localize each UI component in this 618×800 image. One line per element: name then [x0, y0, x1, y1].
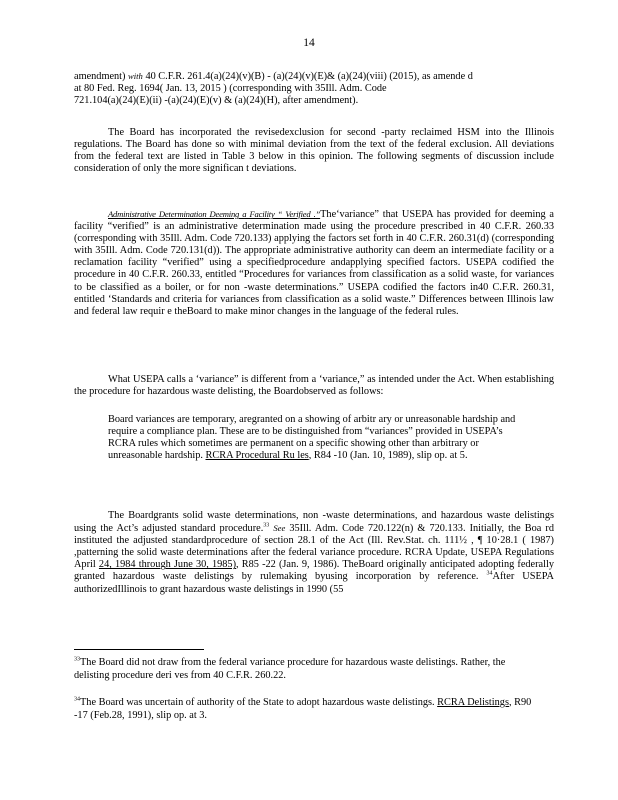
section-heading: Administrative Determination Deeming a Facility “ Verified .”: [108, 209, 321, 219]
quote-text: Board variances are temporary, aregranted on a showing of arbitr ary or unreasonable hardship and require a compliance plan. These are to be distinguished from “variances” provided in USEPA’s RCRA rules which sometimes are permanent on a specific showing other than arbitrary or unreasonable hardship.: [108, 414, 516, 462]
footnote-33-text: The Board did not draw from the federal variance procedure for hazardous waste delistings. Rather, the delisting procedure deri ves from 40 C.F.R. 260.22.: [74, 657, 506, 681]
footnote-34-text: The Board was uncertain of authority of the State to adopt hazardous waste delistings.: [80, 697, 435, 708]
continuation-paragraph: [74, 70, 554, 107]
page-number: 14: [303, 37, 315, 49]
footnote-33-number: 33: [74, 656, 80, 663]
footnote-ref-33[interactable]: 33: [263, 522, 270, 529]
footnote-34: [74, 697, 534, 722]
block-quote: [108, 414, 520, 462]
para0-line2: at 80 Fed. Reg. 1694( Jan. 13, 2015 ) (corresponding with 35Ill. Adm. Code: [74, 83, 387, 95]
para0-line3: 721.104(a)(24)(E)(ii) -(a)(24)(E)(v) & (a)(24)(H), after amendment).: [74, 95, 359, 107]
para1-text: The Board has incorporated the revisedexclusion for second -party reclaimed HSM into the Illinois regulations. The Board has done so with minimal deviation from the text of the federal exclusion. All deviations from the federal text are listed in Table 3 below in this opinion. The following segments of discussion include consideration of only the more significan t deviations.: [74, 127, 554, 175]
para4-citation-link[interactable]: 24, 1984 through June 30, 1985): [98, 559, 237, 571]
paragraph-variance: [74, 374, 554, 398]
footnote-34-link[interactable]: RCRA Delistings: [437, 697, 509, 708]
para4-text1: The Boardgrants solid waste determinations, non -waste determinations, and hazardous waste delistings using the Act’s adjusted standard procedure.: [74, 510, 554, 535]
quote-citation-rest: , R84 -10 (Jan. 10, 1989), slip op.: [308, 450, 448, 462]
para0-line1a: amendment): [74, 71, 126, 82]
paragraph-verified: [74, 208, 554, 318]
quote-citation-end: at 5.: [449, 450, 468, 462]
paragraph-incorporation: [74, 127, 554, 175]
paragraph-adjusted-standard: [74, 510, 554, 596]
footnote-33: [74, 657, 534, 682]
para2-text: The‘variance” that USEPA has provided for deeming a facility “verified” is an administrative determination made using the procedure prescribed in 40 C.F.R. 260.33 (corresponding with 35Ill. Adm. Code 720.133) applying the factors set forth in 40 C.F.R. 260.31(d) (corresponding with 35Ill. Adm. Code 720.131(d)). The appropriate administrative authority can deem an intermediate facility or a reclamation facility “verified” using a specifiedprocedure andapplying specified factors. USEPA codified the procedure in 40 C.F.R. 260.33, entitled “Procedures for variances from classification as a solid waste, for variances to be classified as a boiler, or for non -waste determinations.” USEPA codified the factors in40 C.F.R. 260.31, entitled ‘Standards and criteria for variances from classification as a solid waste.” Differences between Illinois law and federal law requir e theBoard to make minor changes in the language of the federal rules.: [74, 209, 554, 317]
footnote-34-number: 34: [74, 696, 80, 703]
para4-text3: , R85 -22 (Jan. 9, 1986). TheBoard originally anticipated adopting federally granted hazardous waste delistings by rulemaking byusing incorporation by reference.: [74, 559, 554, 583]
para4-text2: 35Ill. Adm. Code 720.122(n) & 720.133. Initially, the Boa rd instituted the adjusted standardprocedure of section 28.1 of the Act (Ill. Rev.Stat. ch. 111½ , ¶ 10·28.1 ( 1987) ,patterning the solid waste determinations after the federal variance procedure. RCRA Update, USEPA Regulations April: [74, 523, 555, 571]
quote-citation-link[interactable]: RCRA Procedural Ru les: [205, 450, 309, 462]
footnote-34-rest: , R90 -17 (Feb.28, 1991), slip op. at 3.: [74, 697, 532, 721]
para4-see: See: [273, 523, 286, 534]
footnote-ref-34[interactable]: 34: [486, 571, 493, 578]
para0-with: with: [128, 71, 143, 81]
footnote-separator: [74, 649, 204, 650]
para3-text: What USEPA calls a ‘variance” is different from a ‘variance,” as intended under the Act. When establishing the procedure for hazardous waste delisting, the Boardobserved as follows:: [74, 374, 554, 398]
para0-line1b: 40 C.F.R. 261.4(a)(24)(v)(B) - (a)(24)(v)(E)& (a)(24)(viii) (2015), as amende d: [145, 71, 473, 82]
para4-text4: After USEPA authorizedIllinois to grant hazardous waste delistings in 1990 (55: [74, 571, 554, 595]
